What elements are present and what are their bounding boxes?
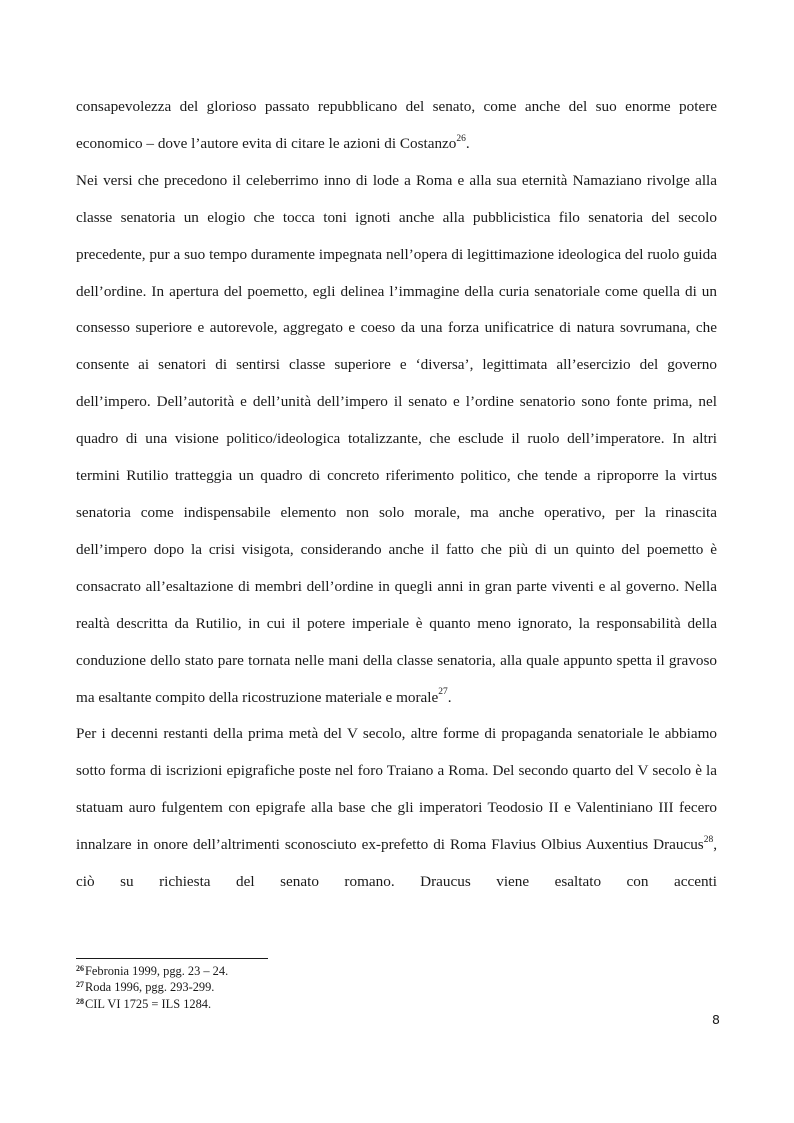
footnotes: [76, 962, 576, 1011]
footnote-26: [76, 962, 576, 978]
footnote-27: [76, 978, 576, 994]
main-text: [76, 89, 717, 901]
footnote-ref-27[interactable]: 27: [438, 687, 448, 698]
footnote-number: 26: [76, 964, 84, 973]
footnote-separator: [76, 958, 268, 959]
footnote-ref-28[interactable]: 28: [703, 835, 714, 846]
footnote-ref-26[interactable]: 26: [456, 133, 466, 144]
footnote-number: 27: [76, 980, 84, 990]
paragraph-2: Nei versi che precedono il celeberrimo inno di lode a Roma e alla sua eternità Namaziano rivolge alla classe senatoria un elogio che tocca toni ignoti anche alla pubblicistica filo senatoria del secolo precedente, pur a suo tempo duramente impegnata nell’opera di legittimazione ideologica del ruolo guida dell’ordine. In apertura del poemetto, egli delinea l’immagine della curia senatoriale come quella di un consesso superiore e autorevole, aggregato e coeso da una forza unificatrice di natura sovrumana, che consente ai senatori di sentirsi classe superiore e ‘diversa’, legittimata all’esercizio del governo dell’impero. Dell’autorità e dell’unità dell’impero il senato e l’ordine senatorio sono fonte prima, nel quadro di una visione politico/ideologica totalizzante, che esclude il ruolo dell’imperatore. In altri termini Rutilio tratteggia un quadro di concreto riferimento politico, che tende a riproporre la virtus senatoria come indispensabile elemento non solo morale, ma anche operativo, per la rinascita dell’impero dopo la crisi visigota, considerando anche il fatto che più di un quinto del poemetto è consacrato all’esaltazione di membri dell’ordine in quegli anni in gran parte viventi e al governo. Nella realtà descritta da Rutilio, in cui il potere imperiale è quanto meno ignorato, la responsabilità della conduzione dello stato pare tornata nelle mani della classe senatoria, alla quale appunto spetta il gravoso ma esaltante compito della ricostruzione materiale e morale$^{27}$.: [76, 171, 717, 706]
paragraph-3: Per i decenni restanti della prima metà del V secolo, altre forme di propaganda senatoriale le abbiamo sotto forma di iscrizioni epigrafiche poste nel foro Traiano a Roma. Del secondo quarto del V secolo è la statuam auro fulgentem con epigrafe alla base che gli imperatori Teodosio II e Valentiniano III fecero innalzare in onore dell’altrimenti sconosciuto ex-prefetto di Roma Flavius Olbius Auxentius Draucus$^{28}$, ciò su richiesta del senato romano. Draucus viene esaltato con accenti: [76, 725, 717, 891]
footnote-text: Febronia 1999, pgg. 23 – 24.: [85, 964, 229, 978]
footnote-28: [76, 995, 576, 1011]
paragraph-1: consapevolezza del glorioso passato repubblicano del senato, come anche del suo enorme potere economico – dove l’autore evita di citare le azioni di Costanzo$^{26}$.: [76, 98, 717, 152]
page-number: 8: [712, 1012, 720, 1027]
footnote-text: CIL VI 1725 = ILS 1284.: [85, 996, 212, 1011]
footnote-number: 28: [76, 996, 84, 1006]
footnote-text: Roda 1996, pgg. 293-299.: [85, 980, 215, 995]
